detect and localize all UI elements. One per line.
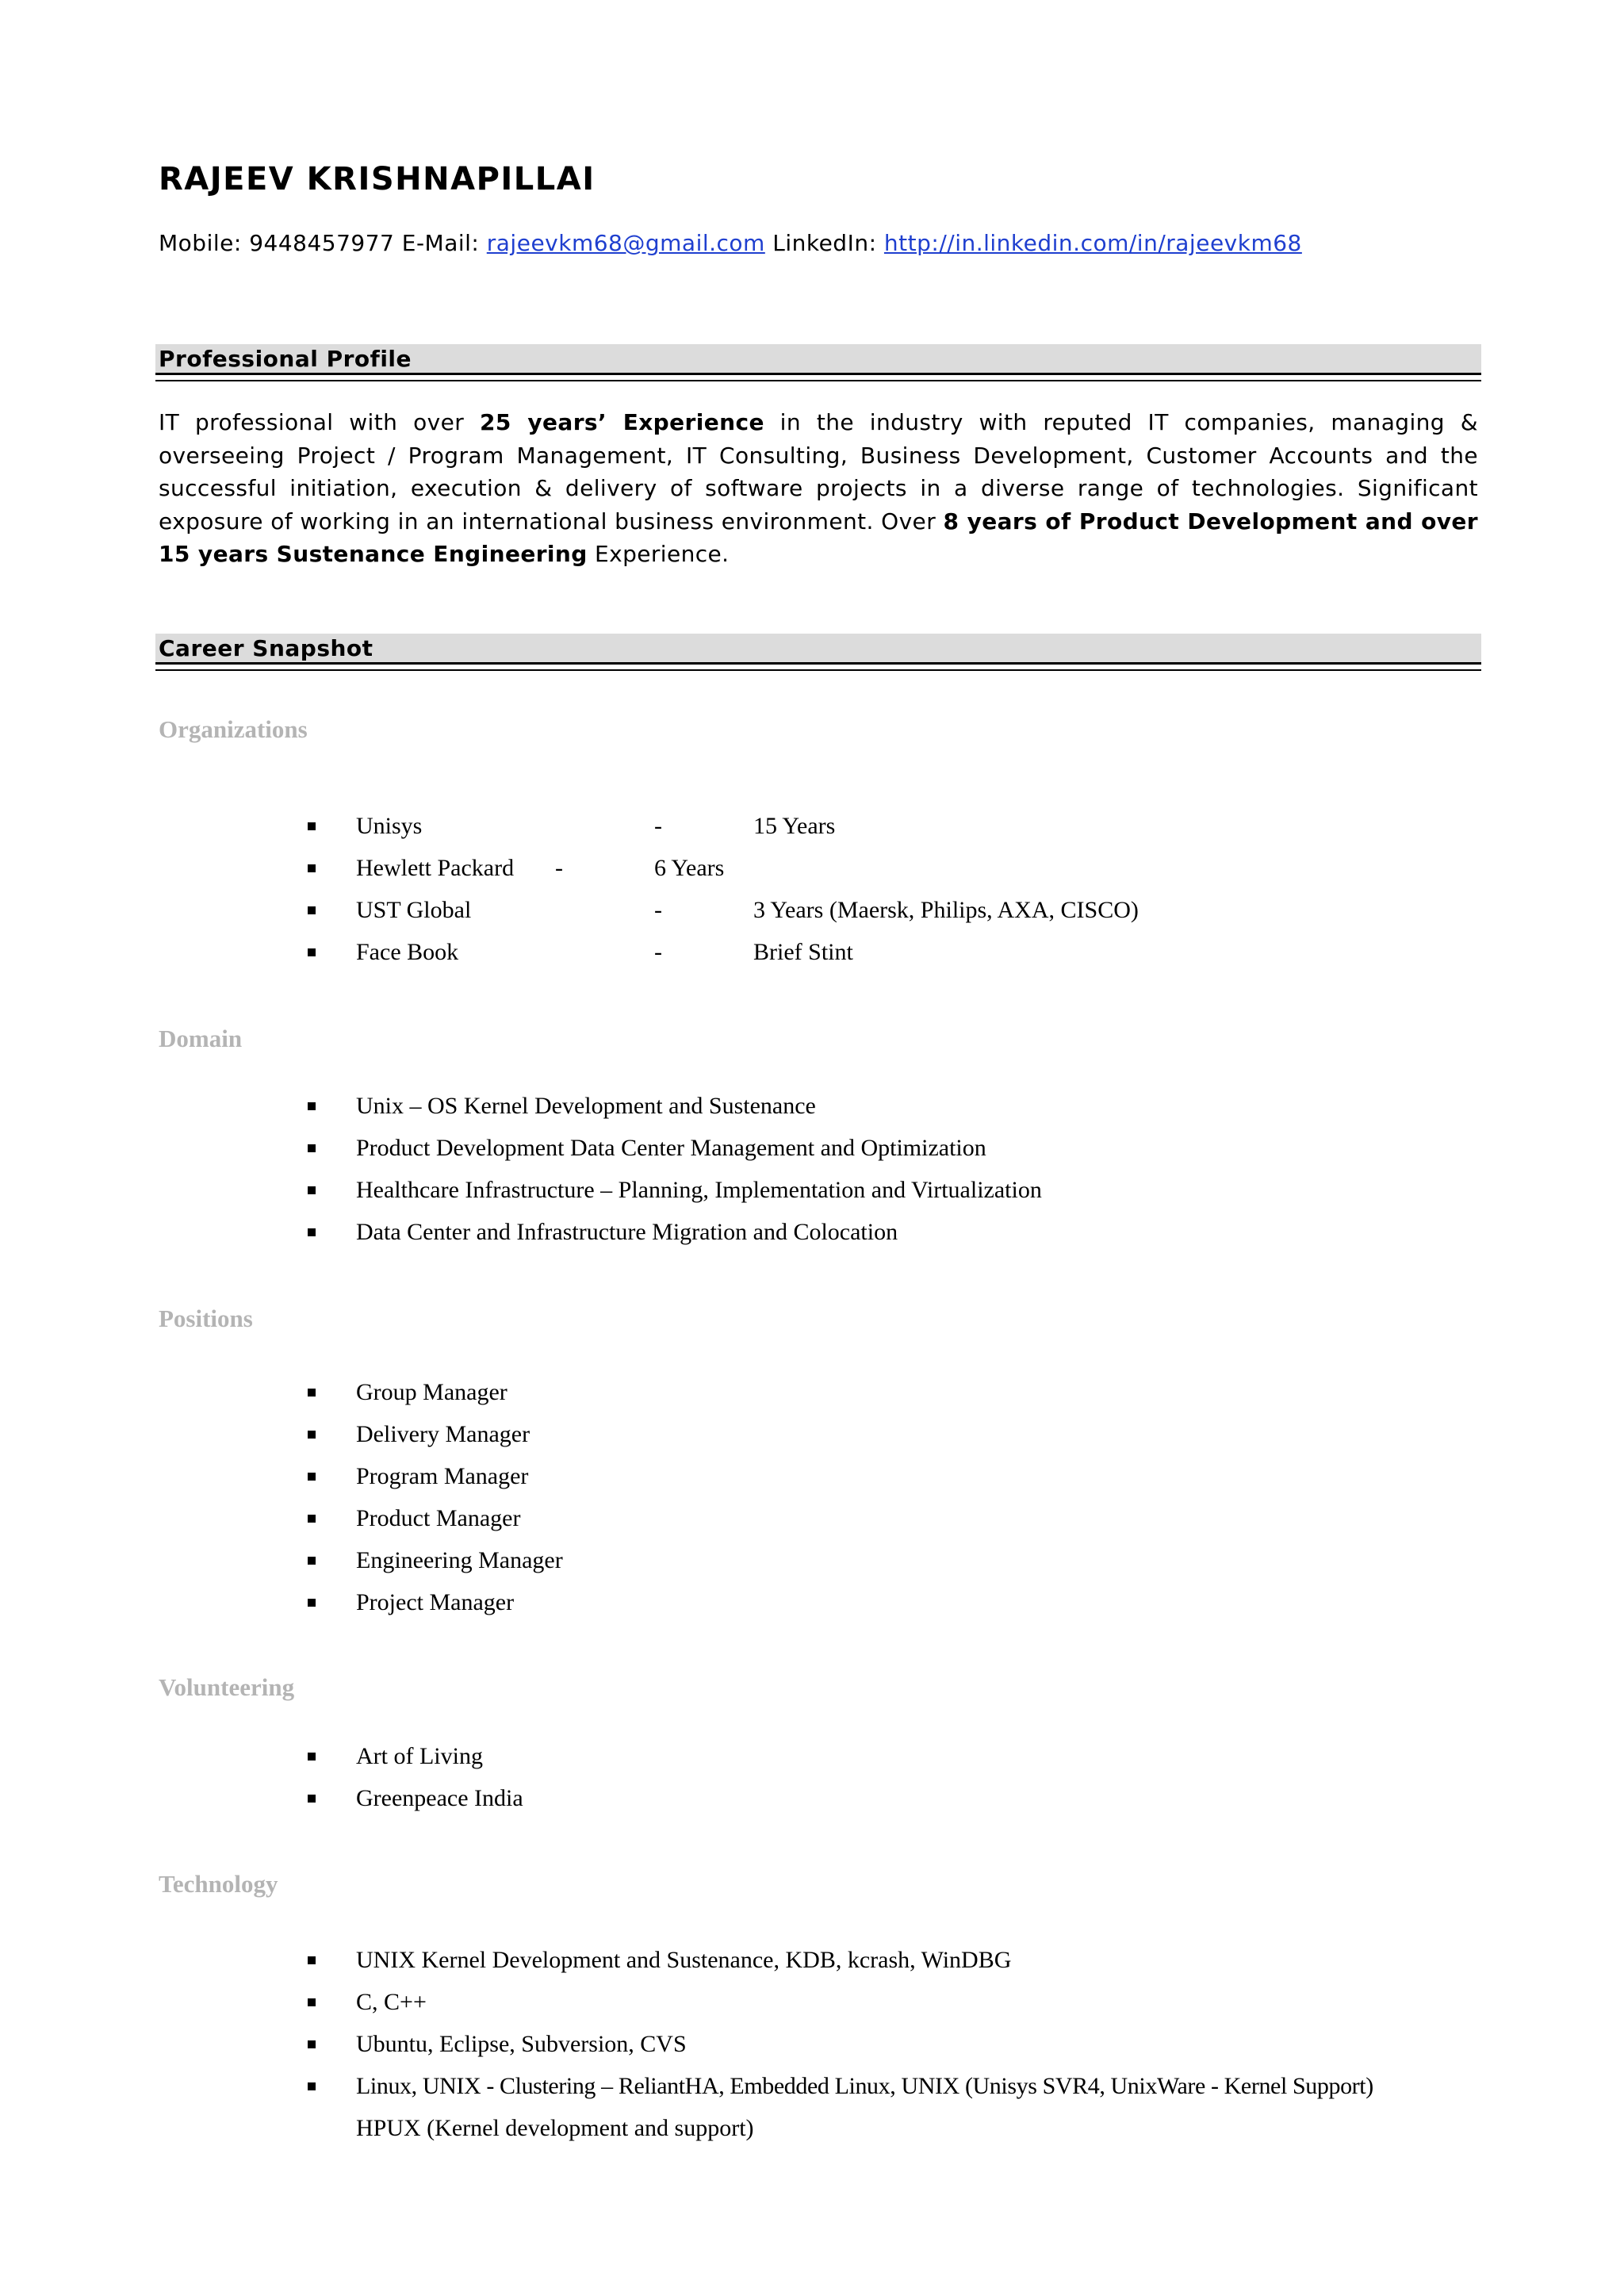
list-item-text: Program Manager xyxy=(356,1463,529,1489)
profile-text: Experience. xyxy=(595,541,730,567)
section-career-snapshot xyxy=(155,634,1481,665)
org-detail: Brief Stint xyxy=(753,939,853,965)
bullet-icon xyxy=(308,822,316,830)
bullet-icon xyxy=(308,1753,316,1761)
org-name: UST Global xyxy=(356,897,472,923)
list-item-text: Product Manager xyxy=(356,1505,521,1531)
candidate-name: RAJEEV KRISHNAPILLAI xyxy=(159,161,596,197)
bullet-icon xyxy=(308,1102,316,1110)
org-name: Face Book xyxy=(356,939,459,965)
subhead-organizations: Organizations xyxy=(159,715,308,743)
bullet-icon xyxy=(308,1998,316,2006)
list-item-text: Greenpeace India xyxy=(356,1785,523,1811)
profile-text: in the industry with reputed IT companies, managing & overseeing Project / Program Management, IT Consulting, Business Development, Customer Accounts and the successful initiation, execution & delivery of software projects in a diverse range of technologies. Significant exposure of working in an international business environment. Over xyxy=(159,409,1478,534)
list-item-text: Data Center and Infrastructure Migration and Colocation xyxy=(356,1219,898,1245)
list-item-text: Unix – OS Kernel Development and Sustenance xyxy=(356,1093,816,1119)
bullet-icon xyxy=(308,2040,316,2048)
email-link[interactable]: rajeevkm68@gmail.com xyxy=(486,230,765,256)
subhead-positions: Positions xyxy=(159,1305,253,1332)
list-item-text: Linux, UNIX - Clustering – ReliantHA, Embedded Linux, UNIX (Unisys SVR4, UnixWare - Kernel Support) xyxy=(356,2073,1373,2099)
section-heading: Career Snapshot xyxy=(159,635,373,661)
linkedin-link[interactable]: http://in.linkedin.com/in/rajeevkm68 xyxy=(883,230,1302,256)
mobile-label: Mobile: xyxy=(159,230,242,256)
profile-highlight: 8 years of Product Development and over 15 years Sustenance Engineering xyxy=(159,508,1478,567)
org-dash: - xyxy=(654,897,662,923)
bullet-icon xyxy=(308,1795,316,1803)
org-detail: 15 Years xyxy=(753,813,836,839)
org-detail: 3 Years (Maersk, Philips, AXA, CISCO) xyxy=(753,897,1139,923)
email-label: E-Mail: xyxy=(401,230,480,256)
bullet-icon xyxy=(308,1144,316,1152)
bullet-icon xyxy=(308,948,316,956)
profile-summary xyxy=(159,406,1478,571)
bullet-icon xyxy=(308,1473,316,1481)
org-dash: - xyxy=(555,855,563,881)
contact-line xyxy=(159,230,1302,256)
bullet-icon xyxy=(308,1431,316,1439)
technology-continuation: HPUX (Kernel development and support) xyxy=(356,2115,754,2141)
list-item-text: C, C++ xyxy=(356,1989,427,2015)
org-name: Unisys xyxy=(356,813,423,839)
list-item-text: Project Manager xyxy=(356,1589,515,1615)
org-detail: 6 Years xyxy=(654,855,725,881)
list-item-text: Ubuntu, Eclipse, Subversion, CVS xyxy=(356,2031,687,2057)
bullet-icon xyxy=(308,1515,316,1523)
mobile-number: 9448457977 xyxy=(249,230,395,256)
subhead-domain: Domain xyxy=(159,1025,243,1052)
bullet-icon xyxy=(308,1389,316,1397)
list-item-text: Product Development Data Center Management and Optimization xyxy=(356,1135,986,1161)
bullet-icon xyxy=(308,1186,316,1194)
list-item-text: Group Manager xyxy=(356,1379,508,1405)
subhead-technology: Technology xyxy=(159,1870,278,1898)
list-item-text: Engineering Manager xyxy=(356,1547,563,1573)
list-item-text: UNIX Kernel Development and Sustenance, KDB, kcrash, WinDBG xyxy=(356,1947,1012,1973)
section-heading: Professional Profile xyxy=(159,346,412,372)
bullet-icon xyxy=(308,1599,316,1607)
profile-highlight: 25 years’ Experience xyxy=(479,409,764,435)
bullet-icon xyxy=(308,1557,316,1565)
linkedin-label: LinkedIn: xyxy=(772,230,877,256)
profile-text: IT professional with over xyxy=(159,409,465,435)
subhead-volunteering: Volunteering xyxy=(159,1673,295,1701)
bullet-icon xyxy=(308,1228,316,1236)
list-item-text: Delivery Manager xyxy=(356,1421,530,1447)
bullet-icon xyxy=(308,864,316,872)
bullet-icon xyxy=(308,906,316,914)
org-name: Hewlett Packard xyxy=(356,855,515,881)
list-item-text: Healthcare Infrastructure – Planning, Implementation and Virtualization xyxy=(356,1177,1042,1203)
org-dash: - xyxy=(654,813,662,839)
bullet-icon xyxy=(308,2082,316,2090)
org-dash: - xyxy=(654,939,662,965)
bullet-icon xyxy=(308,1956,316,1964)
list-item-text: Art of Living xyxy=(356,1743,483,1769)
section-professional-profile xyxy=(155,344,1481,375)
